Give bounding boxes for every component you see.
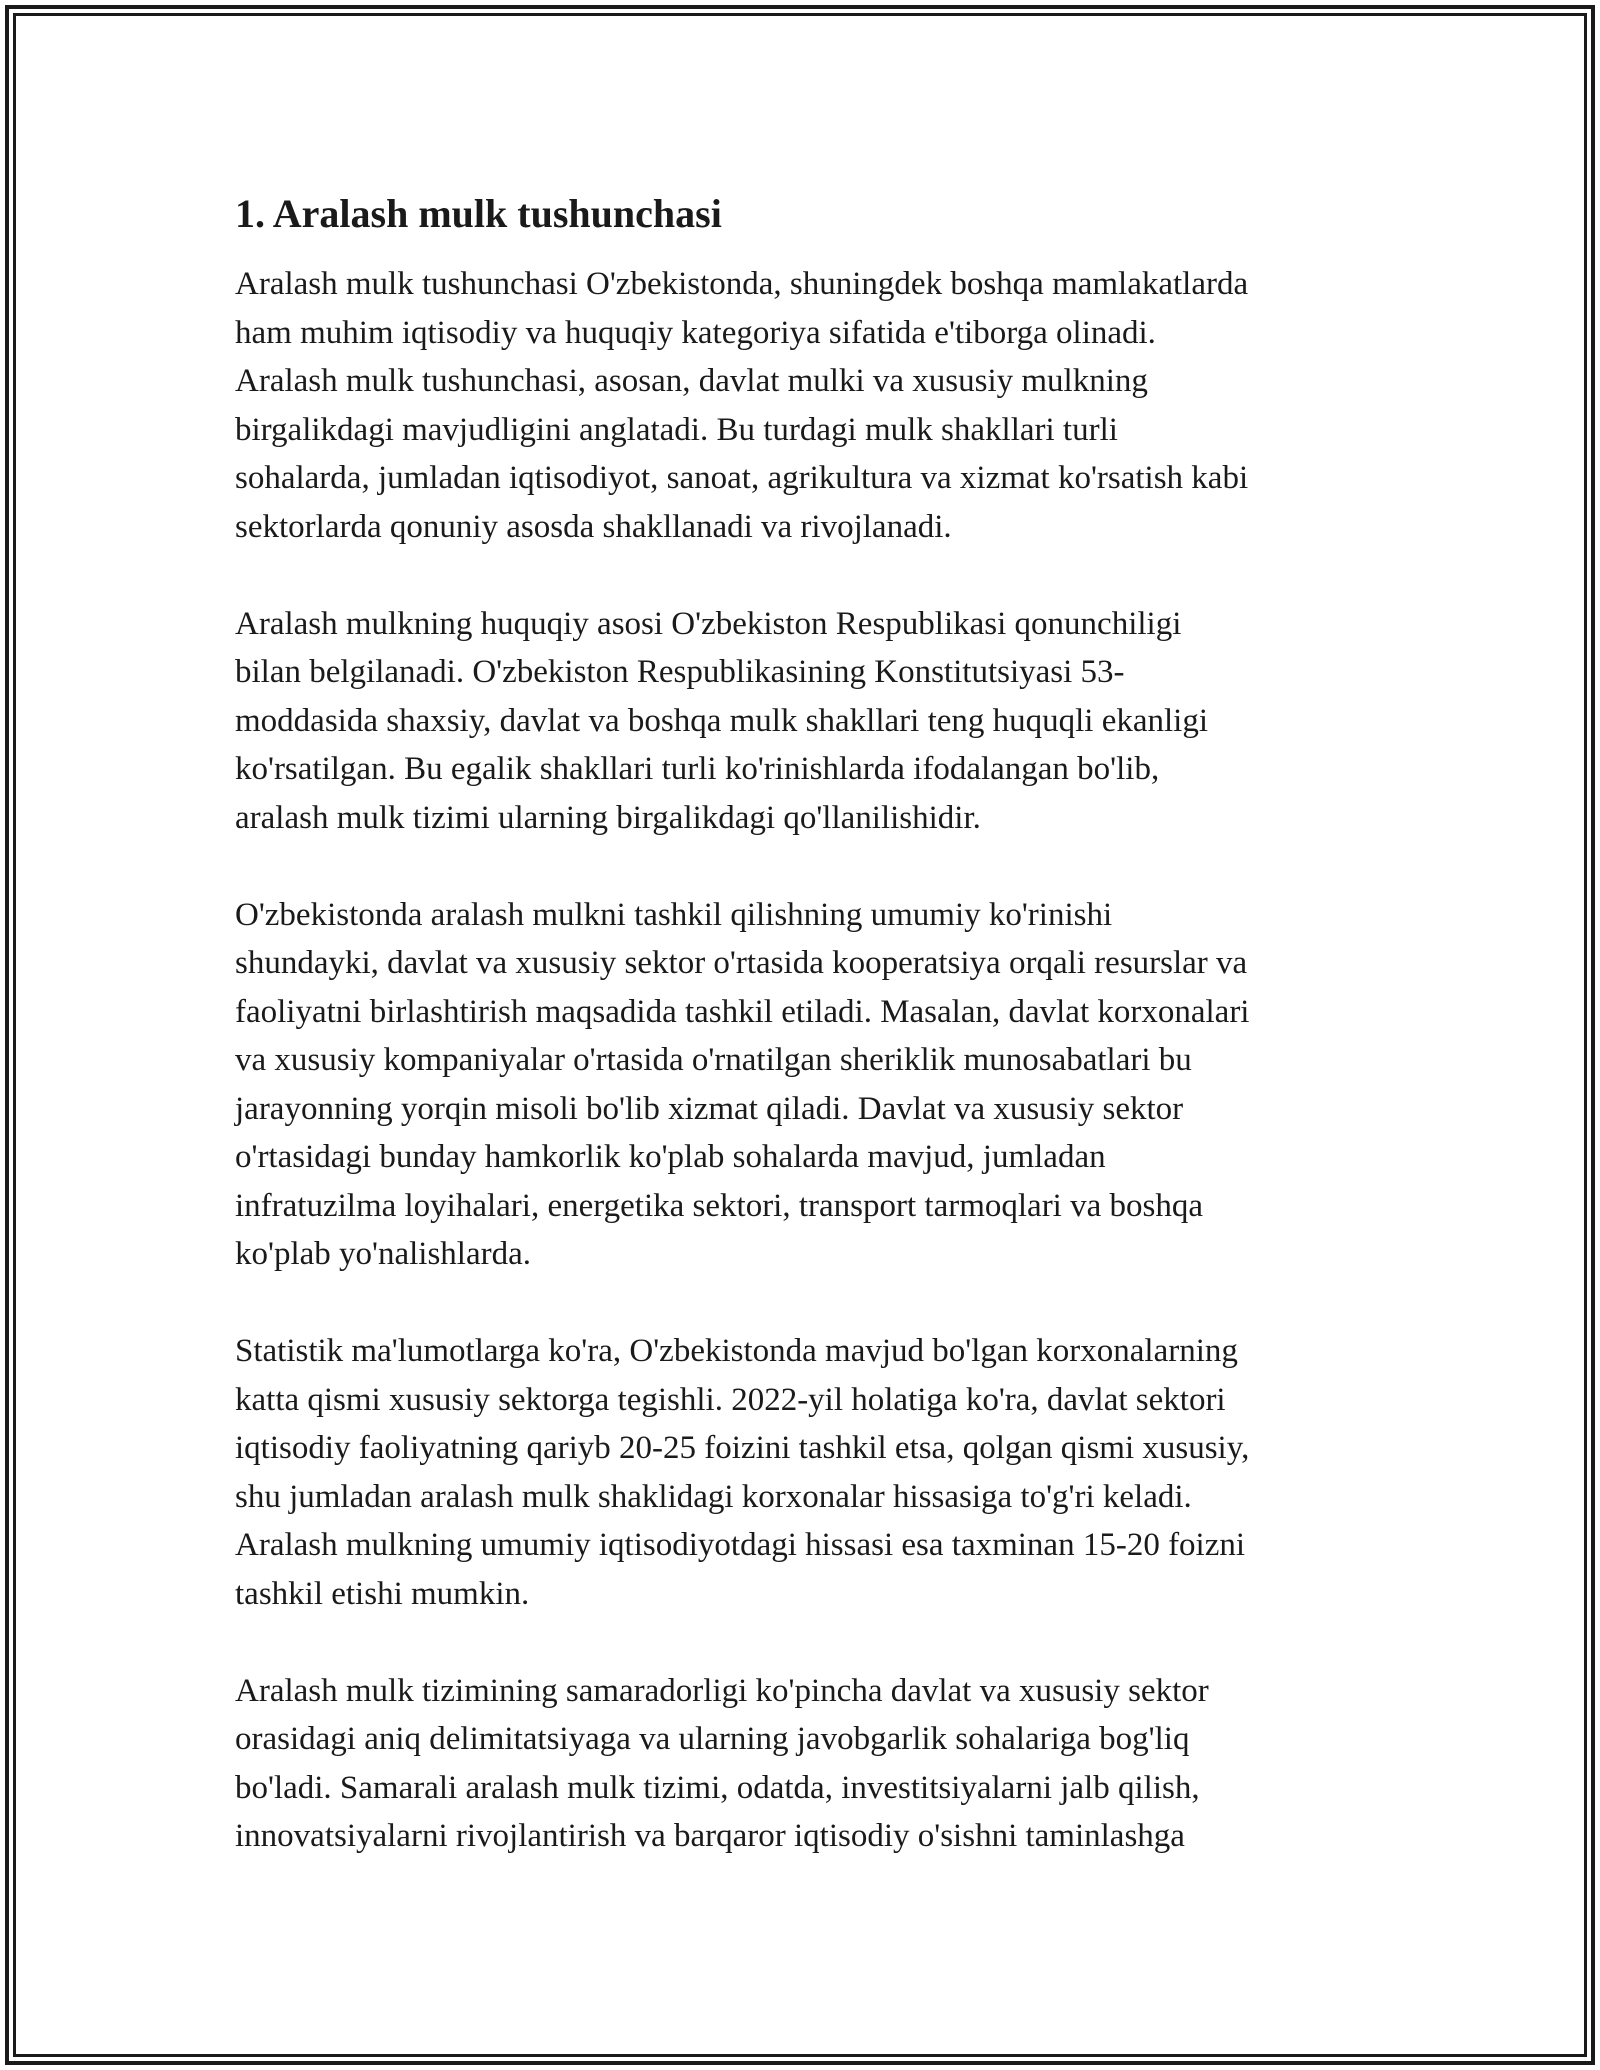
document-body — [235, 188, 1375, 1909]
paragraph-5: Aralash mulk tizimining samaradorligi ko'pincha davlat va xususiy sektor orasidagi aniq delimitatsiyaga va ularning javobgarlik sohalariga bog'liq bo'ladi. Samarali aralash mulk tizimi, odatda, investitsiyalarni jalb qilish, innovatsiyalarni rivojlantirish va barqaror iqtisodiy o'sishni taminlashga — [235, 1672, 1209, 1854]
paragraph-2: Aralash mulkning huquqiy asosi O'zbekiston Respublikasi qonunchiligi bilan belgilanadi. O'zbekiston Respublikasining Konstitutsiyasi 53- moddasida shaxsiy, davlat va boshqa mulk shakllari teng huquqli ekanligi ko'rsatilgan. Bu egalik shakllari turli ko'rinishlarda ifodalangan bo'lib, aralash mulk tizimi ularning birgalikdagi qo'llanilishidir. — [235, 605, 1209, 836]
paragraph-3: O'zbekistonda aralash mulkni tashkil qilishning umumiy ko'rinishi shundayki, davlat va xususiy sektor o'rtasida kooperatsiya orqali resurslar va faoliyatni birlashtirish maqsadida tashkil etiladi. Masalan, davlat korxonalari va xususiy kompaniyalar o'rtasida o'rnatilgan sheriklik munosabatlari bu jarayonning yorqin misoli bo'lib xizmat qiladi. Davlat va xususiy sektor o'rtasidagi bunday hamkorlik ko'plab sohalarda mavjud, jumladan infratuzilma loyihalari, energetika sektori, transport tarmoqlari va boshqa ko'plab yo'nalishlarda. — [235, 896, 1250, 1272]
section-heading: 1. Aralash mulk tushunchasi — [235, 191, 722, 236]
paragraph-4: Statistik ma'lumotlarga ko'ra, O'zbekistonda mavjud bo'lgan korxonalarning katta qismi xususiy sektorga tegishli. 2022-yil holatiga ko'ra, davlat sektori iqtisodiy faoliyatning qariyb 20-25 foizini tashkil etsa, qolgan qismi xususiy, shu jumladan aralash mulk shaklidagi korxonalar hissasiga to'g'ri keladi. Aralash mulkning umumiy iqtisodiyotdagi hissasi esa taxminan 15-20 foizni tashkil etishi mumkin. — [235, 1333, 1250, 1612]
paragraph-1: Aralash mulk tushunchasi O'zbekistonda, shuningdek boshqa mamlakatlarda ham muhim iqtisodiy va huquqiy kategoriya sifatida e'tiborga olinadi. Aralash mulk tushunchasi, asosan, davlat mulki va xususiy mulkning birgalikdagi mavjudligini anglatadi. Bu turdagi mulk shakllari turli sohalarda, jumladan iqtisodiyot, sanoat, agrikultura va xizmat ko'rsatish kabi sektorlarda qonuniy asosda shakllanadi va rivojlanadi. — [235, 266, 1249, 545]
